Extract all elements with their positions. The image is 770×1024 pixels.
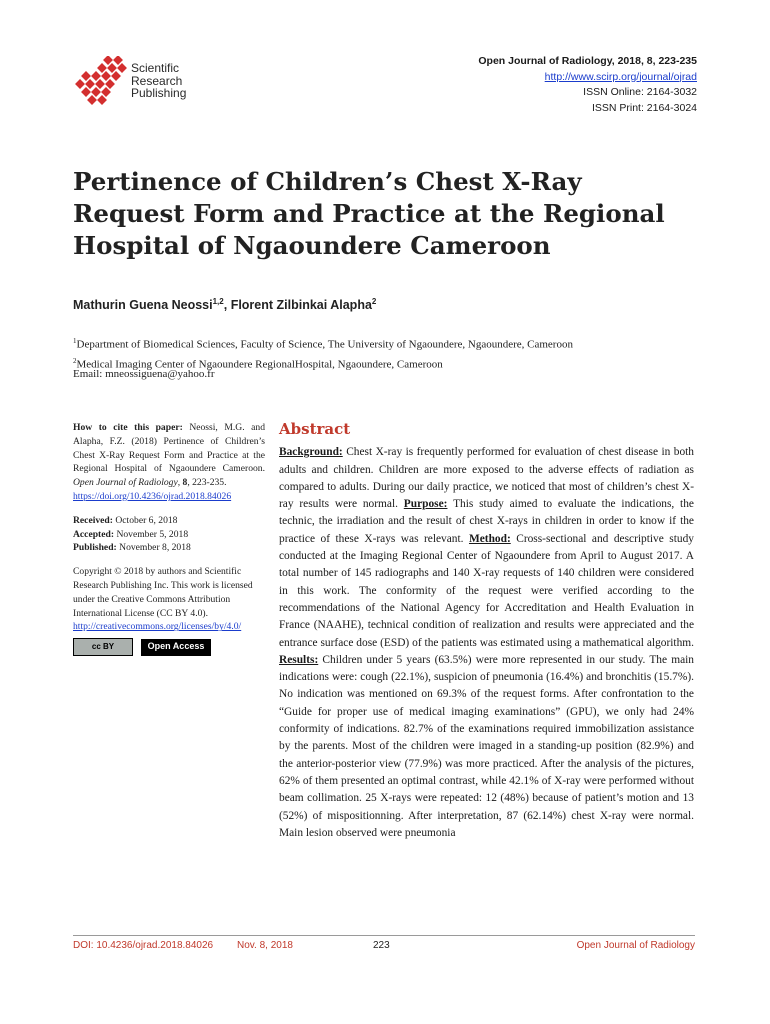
journal-url-link[interactable]: http://www.scirp.org/journal/ojrad xyxy=(544,70,697,83)
affiliation-sup: 2 xyxy=(73,356,77,365)
affiliation-text: Department of Biomedical Sciences, Faculty of Science, The University of Ngaoundere, Ngaoundere, Cameroon xyxy=(76,338,573,351)
affiliation-sup: 1 xyxy=(73,337,77,345)
published-date xyxy=(73,541,265,555)
cite-text: Neossi, M.G. and Alapha, F.Z. (2018) Pertinence of Children’s Chest X-Ray Request Form and Practice at the Regional Hospital of Ngaoundere Cameroon. xyxy=(73,422,265,475)
received-label: Received: xyxy=(73,514,113,526)
logo-diamond xyxy=(111,71,121,81)
publisher-name-line: Research xyxy=(131,73,183,88)
background-text: Chest X-ray is frequently performed for evaluation of chest disease in both adults and children. Children are more exposed to the adverse effects of radiation as compared to adults. During our daily practice, we noticed that most of children’s chest X-ray results were normal. xyxy=(279,446,695,511)
affiliation-line xyxy=(73,333,573,353)
logo-diamond xyxy=(85,79,95,89)
results-label: Results: xyxy=(279,653,319,666)
logo-diamond xyxy=(95,79,105,89)
affiliations xyxy=(73,333,573,372)
cite-pages: , 223-235. xyxy=(187,477,227,489)
logo-diamond xyxy=(101,71,111,81)
cc-by-badge-icon[interactable]: cc BY xyxy=(73,638,133,656)
affiliation-text: Medical Imaging Center of Ngaoundere RegionalHospital, Ngaoundere, Cameroon xyxy=(76,358,443,371)
license-link[interactable]: http://creativecommons.org/licenses/by/4.0/ xyxy=(73,621,242,633)
publisher-name-line: Publishing xyxy=(131,86,187,100)
open-access-badge: Open Access xyxy=(141,639,211,656)
received-value: October 6, 2018 xyxy=(115,514,178,526)
cite-label: How to cite this paper: xyxy=(73,422,183,433)
logo-diamond xyxy=(101,87,111,97)
method-label: Method: xyxy=(468,532,511,545)
footer-page-number: 223 xyxy=(373,940,390,951)
cite-volume: 8 xyxy=(182,477,188,489)
accepted-date xyxy=(73,528,265,542)
article-info-sidebar xyxy=(73,421,265,656)
author-name: Florent Zilbinkai Alapha xyxy=(230,298,372,313)
published-value: November 8, 2018 xyxy=(119,542,191,554)
journal-meta xyxy=(478,54,697,116)
logo-diamond xyxy=(97,63,107,73)
footer-doi: DOI: 10.4236/ojrad.2018.84026 xyxy=(73,940,214,951)
abstract-body xyxy=(279,444,694,842)
footer-journal: Open Journal of Radiology xyxy=(576,940,695,951)
author-affil-sup: 1,2 xyxy=(212,297,224,306)
abstract-heading: Abstract xyxy=(279,420,351,438)
author-affil-sup: 2 xyxy=(371,297,377,306)
author-separator: , xyxy=(223,298,231,313)
doi-link[interactable]: https://doi.org/10.4236/ojrad.2018.84026 xyxy=(73,490,232,502)
purpose-label: Purpose: xyxy=(403,498,448,511)
citation-block xyxy=(73,421,265,490)
logo-diamond xyxy=(107,63,117,73)
logo-diamond xyxy=(81,87,91,97)
logo-diamond xyxy=(105,79,115,89)
cite-journal: Open Journal of Radiology xyxy=(73,477,178,489)
logo-diamond xyxy=(87,95,97,105)
author-list xyxy=(73,297,376,312)
accepted-value: November 5, 2018 xyxy=(116,528,189,540)
logo-diamond xyxy=(91,71,101,81)
journal-citation: Open Journal of Radiology, 2018, 8, 223-235 xyxy=(478,55,697,67)
author-name: Mathurin Guena Neossi xyxy=(73,298,213,313)
publisher-name-line: Scientific xyxy=(131,61,180,75)
copyright-text: Copyright © 2018 by authors and Scientific Research Publishing Inc. This work is licensed under the Creative Commons Attribution International License (CC BY 4.0). xyxy=(73,566,253,619)
results-text: Children under 5 years (63.5%) were more represented in our study. The main indications were: cough (22.1%), suspicion of pneumonia (16.4%) and bronchitis (15.7%). No indication was mentioned on 69.3% of the request forms. After confrontation to the “Guide for proper use of medical imaging examinations” (GPU), we only had 24% conformity of indications. 82.7% of the examinations required immobilization assistance by the parents. Most of the children were imaged in a standing-up position (82.9%) and the anterior-posterior view (77.9%) was more practiced. After the analysis of the pictures, 62% of them presented an optimal contrast, while 42.1% of X-ray were performed without beam collimation. 25 X-rays were repeated: 12 (48%) because of patient’s motion and 13 (52%) of mispositionning. After interpretation, 87 (62.14%) chest X-ray were normal. Main lesion observed were pneumonia xyxy=(279,653,694,839)
logo-diamond xyxy=(97,95,107,105)
footer-divider xyxy=(73,935,695,936)
publisher-name xyxy=(131,62,186,100)
author-email: Email: mneossiguena@yahoo.fr xyxy=(73,368,215,380)
logo-diamond xyxy=(81,71,91,81)
published-label: Published: xyxy=(73,542,117,554)
logo-diamond xyxy=(75,79,85,89)
cite-sep: , xyxy=(177,477,183,489)
received-date xyxy=(73,514,265,528)
logo-diamond xyxy=(91,87,101,97)
logo-diamond xyxy=(117,63,127,73)
accepted-label: Accepted: xyxy=(73,528,115,540)
purpose-text: This study aimed to evaluate the indications, the technic, the irradiation and the result of chest X-rays in children in order to know if the practice of these X-rays was relevant. xyxy=(279,498,694,545)
method-text: Cross-sectional and descriptive study conducted at the Imaging Regional Center of Ngaoundere from April to August 2017. A total number of 145 radiographs and 140 X-ray requests of 140 children were considered in this work. The conformity of the request were verified according to the recommendations of the National Agency for Accreditation and Health Evaluation in France (NAAHE), technical condition of realization and results were appreciated and the entrance surface dose (ESD) of the patients was estimated using a mathematical algorithm. xyxy=(279,532,694,649)
license-badges xyxy=(73,638,265,656)
issn-online: ISSN Online: 2164-3032 xyxy=(583,86,697,98)
paper-title: Pertinence of Children’s Chest X-Ray Request Form and Practice at the Regional Hospital of Ngaoundere Cameroon xyxy=(73,167,665,260)
footer-date: Nov. 8, 2018 xyxy=(237,940,293,951)
abstract-section xyxy=(279,421,694,842)
issn-print: ISSN Print: 2164-3024 xyxy=(591,101,697,114)
background-label: Background: xyxy=(279,446,343,459)
